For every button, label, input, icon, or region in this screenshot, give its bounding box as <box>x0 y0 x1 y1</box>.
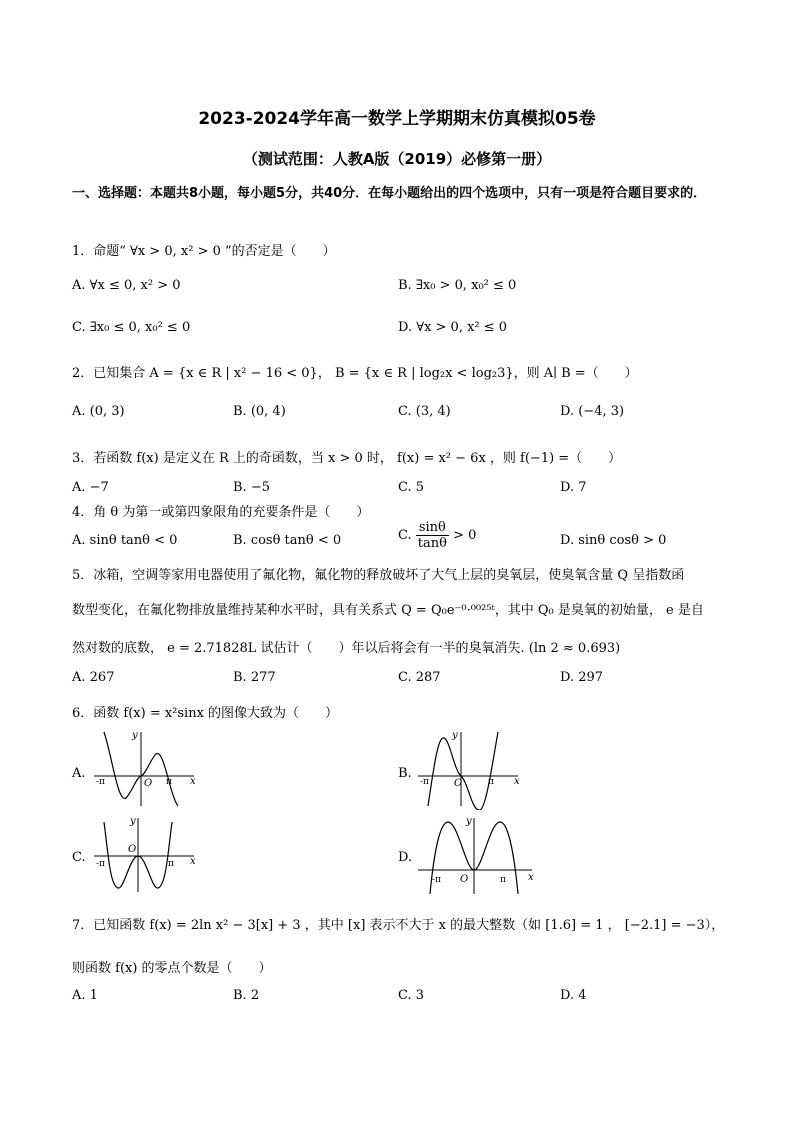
question-5-line-2: 数型变化，在氟化物排放量维持某种水平时，具有关系式 Q = Q₀e⁻⁰·⁰⁰²⁵ᵗ，其中 Q₀ 是臭氧的初始量， e 是自 <box>72 603 704 618</box>
neg-pi-label: -π <box>432 875 441 885</box>
q4-option-d: D. sinθ cosθ > 0 <box>560 533 667 548</box>
question-3-stem: 3．若函数 f(x) 是定义在 R 上的奇函数，当 x > 0 时， f(x) = x² − 6x ，则 f(−1) =（ ） <box>72 451 622 466</box>
q7-option-c: C. 3 <box>398 988 425 1003</box>
q6-graph-a <box>90 726 200 810</box>
exam-title: 2023-2024学年高一数学上学期期末仿真模拟05卷 <box>198 109 596 129</box>
origin-label: O <box>144 778 153 789</box>
q4-option-c-fraction <box>416 520 449 551</box>
y-axis-label: y <box>466 816 472 827</box>
y-axis-label: y <box>452 730 458 741</box>
question-7-stem-2: 则函数 f(x) 的零点个数是（ ） <box>72 961 272 976</box>
exam-subtitle: （测试范围：人教A版（2019）必修第一册） <box>242 150 552 168</box>
q3-option-d: D. 7 <box>560 480 587 495</box>
q2-option-b: B. (0, 4) <box>233 404 286 419</box>
q5-option-d: D. 297 <box>560 670 604 685</box>
fraction-tail: > 0 <box>448 528 477 543</box>
q6-graph-d <box>414 812 539 896</box>
q4-option-c <box>398 520 476 551</box>
q2-option-a: A. (0, 3) <box>72 404 125 419</box>
question-7-stem: 7．已知函数 f(x) = 2ln x² − 3[x] + 3 ，其中 [x] 表示不大于 x 的最大整数（如 [1.6] = 1 ， [−2.1] = −3）， <box>72 918 725 933</box>
question-5-line-1: 5．冰箱，空调等家用电器使用了氟化物，氟化物的释放破坏了大气上层的臭氧层，使臭氧含量 Q 呈指数函 <box>72 568 685 583</box>
pi-label: π <box>166 777 172 787</box>
q2-option-d: D. (−4, 3) <box>560 404 625 419</box>
origin-label: O <box>128 844 137 855</box>
pi-label: π <box>488 777 494 787</box>
section-heading: 一、选择题：本题共8小题，每小题5分，共40分．在每小题给出的四个选项中，只有一项是符合题目要求的． <box>72 186 707 201</box>
q7-option-d: D. 4 <box>560 988 587 1003</box>
q7-option-a: A. 1 <box>72 988 98 1003</box>
question-1-stem: 1．命题“ ∀x > 0, x² > 0 ”的否定是（ ） <box>72 244 336 259</box>
q4-option-c-label: C. <box>398 528 412 543</box>
q7-option-b: B. 2 <box>233 988 260 1003</box>
origin-label: O <box>460 874 469 885</box>
fraction-numerator: sinθ <box>416 520 449 536</box>
q6-option-c-label: C. <box>72 850 86 865</box>
q3-option-a: A. −7 <box>72 480 109 495</box>
q6-option-d-label: D. <box>398 850 413 865</box>
q5-option-c: C. 287 <box>398 670 441 685</box>
q1-option-c: C. ∃x₀ ≤ 0, x₀² ≤ 0 <box>72 320 191 335</box>
q6-graph-c <box>90 812 200 896</box>
q4-option-a: A. sinθ tanθ < 0 <box>72 533 178 548</box>
neg-pi-label: -π <box>96 859 105 869</box>
q6-option-b-label: B. <box>398 766 412 781</box>
q2-option-c: C. (3, 4) <box>398 404 451 419</box>
origin-label: O <box>454 778 463 789</box>
question-2-stem: 2．已知集合 A = {x ∈ R | x² − 16 < 0}， B = {x ∈ R | log₂x < log₂3}，则 A∣ B =（ ） <box>72 366 638 381</box>
neg-pi-label: -π <box>420 777 429 787</box>
neg-pi-label: -π <box>96 777 105 787</box>
pi-label: π <box>168 859 174 869</box>
question-5-line-3: 然对数的底数， e = 2.71828L 试估计（ ）年以后将会有一半的臭氧消失. (ln 2 ≈ 0.693) <box>72 641 621 656</box>
y-axis-label: y <box>132 730 138 741</box>
q5-option-a: A. 267 <box>72 670 115 685</box>
question-4-stem: 4．角 θ 为第一或第四象限角的充要条件是（ ） <box>72 505 370 520</box>
q4-option-b: B. cosθ tanθ < 0 <box>233 533 342 548</box>
q1-option-d: D. ∀x > 0, x² ≤ 0 <box>398 320 508 335</box>
q3-option-b: B. −5 <box>233 480 270 495</box>
q1-option-a: A. ∀x ≤ 0, x² > 0 <box>72 278 181 293</box>
q6-option-a-label: A. <box>72 766 86 781</box>
pi-label: π <box>500 875 506 885</box>
y-axis-label: y <box>130 816 136 827</box>
fraction-denominator: tanθ <box>417 536 447 551</box>
x-axis-label: x <box>514 776 520 787</box>
question-6-stem: 6．函数 f(x) = x²sinx 的图像大致为（ ） <box>72 706 339 721</box>
x-axis-label: x <box>190 856 196 867</box>
x-axis-label: x <box>528 872 534 883</box>
q3-option-c: C. 5 <box>398 480 425 495</box>
q5-option-b: B. 277 <box>233 670 276 685</box>
x-axis-label: x <box>190 776 196 787</box>
q6-graph-b <box>414 726 524 810</box>
q1-option-b: B. ∃x₀ > 0, x₀² ≤ 0 <box>398 278 517 293</box>
